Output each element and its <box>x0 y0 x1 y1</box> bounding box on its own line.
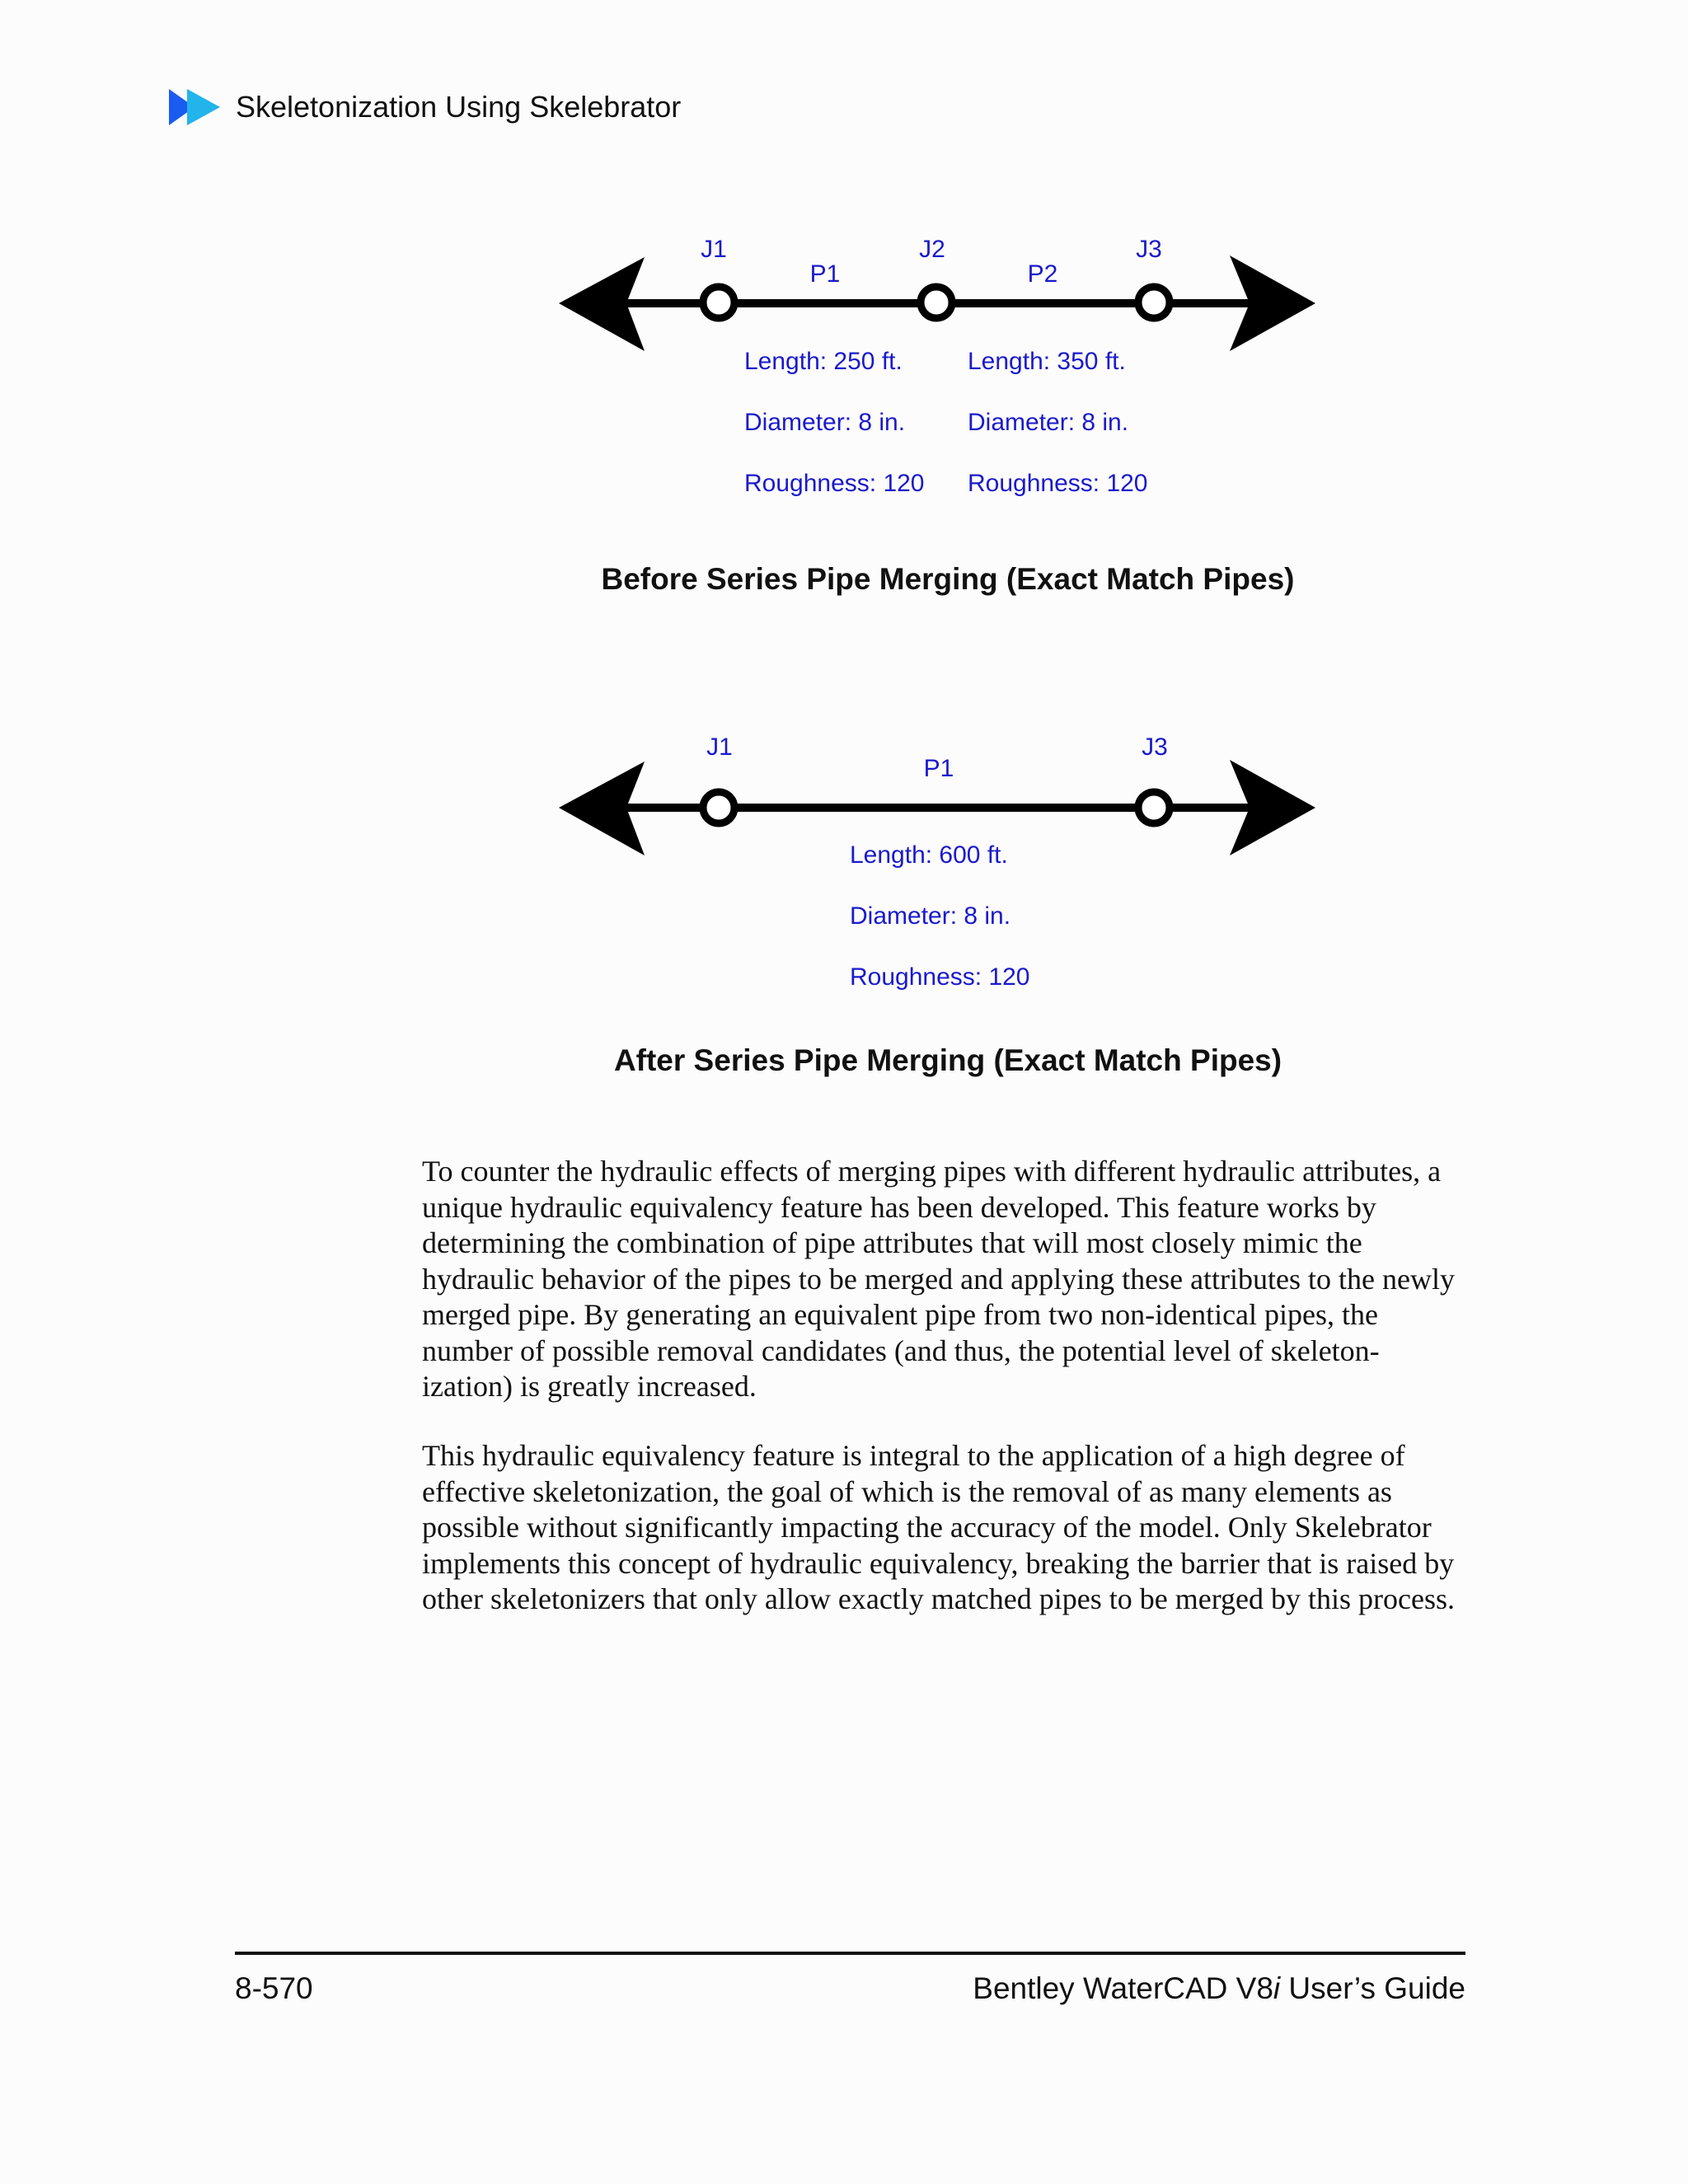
page-number: 8-570 <box>235 1971 313 2005</box>
node-label-j1: J1 <box>706 733 733 761</box>
junction-node-icon <box>1138 287 1170 318</box>
merged-diameter: Diameter: 8 in. <box>850 902 1011 930</box>
merged-roughness: Roughness: 120 <box>850 963 1030 991</box>
footer-divider <box>235 1952 1465 1955</box>
figure-caption-before: Before Series Pipe Merging (Exact Match Pipes) <box>601 562 1295 596</box>
node-label-j2: J2 <box>919 236 945 263</box>
after-diagram <box>559 733 1315 991</box>
before-diagram <box>559 236 1315 497</box>
node-label-j1: J1 <box>701 236 727 263</box>
junction-node-icon <box>921 287 952 318</box>
p2-diameter: Diameter: 8 in. <box>968 409 1129 436</box>
pipe-label-p1: P1 <box>809 260 841 288</box>
guide-title-italic: i <box>1273 1971 1281 2005</box>
p2-roughness: Roughness: 120 <box>968 470 1148 497</box>
merged-length: Length: 600 ft. <box>850 841 1008 869</box>
p1-length: Length: 250 ft. <box>744 348 903 375</box>
header-title: Skeletonization Using Skelebrator <box>236 90 682 124</box>
junction-node-icon <box>1138 792 1170 823</box>
junction-node-icon <box>703 287 734 318</box>
body-paragraph: This hydraulic equivalency feature is integral to the application of a high degree of effective skeletonization, the goal of which is the removal of as many elements as possible without significantly impacting the accuracy of the model. Only Skelebrator implements this concept of hydraulic equivalency, breaking the barrier that is raised by other skeletonizers that only allow exactly matched pipes to be merged by this process. <box>422 1439 1455 1615</box>
p1-roughness: Roughness: 120 <box>744 470 925 497</box>
p1-diameter: Diameter: 8 in. <box>744 409 906 436</box>
node-label-j3: J3 <box>1142 733 1168 761</box>
pipe-label-p1: P1 <box>923 755 954 782</box>
junction-node-icon <box>703 792 734 823</box>
pipe-label-p2: P2 <box>1027 260 1058 288</box>
guide-title-suffix: User’s Guide <box>1280 1971 1465 2005</box>
node-label-j3: J3 <box>1136 236 1162 263</box>
p2-length: Length: 350 ft. <box>968 348 1126 375</box>
guide-title <box>973 1971 1465 2006</box>
figure-caption-after: After Series Pipe Merging (Exact Match Pipes) <box>613 1043 1282 1077</box>
body-paragraph: To counter the hydraulic effects of merging pipes with different hydraulic attributes, a unique hydraulic equivalency feature has been developed. This feature works by determining the combination of pipe attributes that will most closely mimic the hydraulic behavior of the pipes to be merged and applying these attributes to the newly merged pipe. By generating an equivalent pipe from two non-identical pipes, the number of possible removal candidates (and thus, the potential level of skeleton-ization) is greatly increased. <box>422 1155 1455 1403</box>
guide-title-prefix: Bentley WaterCAD V8 <box>973 1971 1273 2005</box>
